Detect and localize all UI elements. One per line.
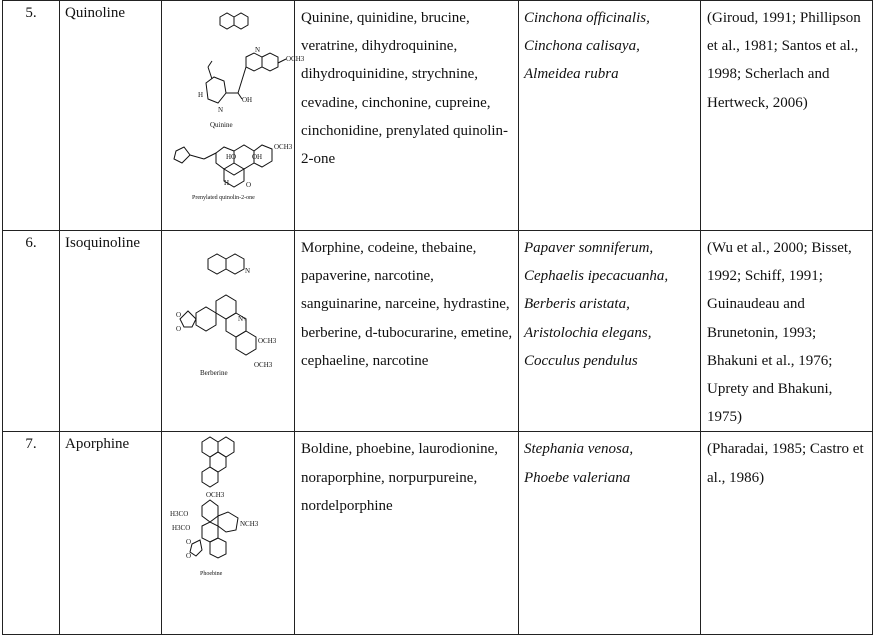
source-line: Papaver somniferum,	[524, 240, 654, 256]
chem-label: OH	[242, 96, 253, 104]
chem-label: HO	[226, 153, 237, 161]
row-number: 6.	[3, 231, 60, 432]
chem-label: N+	[238, 315, 248, 323]
chem-label: OCH3	[258, 337, 277, 345]
chem-label: NCH3	[240, 520, 259, 529]
isoquinoline-structure	[208, 254, 250, 275]
alkaloid-class: Quinoline	[60, 1, 162, 231]
chem-label: OCH3	[286, 55, 305, 63]
references-cell: (Wu et al., 2000; Bisset, 1992; Schiff, 1991; Guinaudeau and Brunetonin, 1993; Bhakuni et al., 1976; Uprety and Bhakuni, 1975)	[701, 231, 873, 432]
chem-label: N	[255, 46, 261, 54]
references-cell: (Pharadai, 1985; Castro et al., 1986)	[701, 432, 873, 635]
row-number: 7.	[3, 432, 60, 635]
chem-label: O	[246, 181, 252, 189]
prenylated-quinolinone-structure	[174, 143, 293, 201]
source-line: Stephania venosa,	[524, 441, 634, 458]
chem-label: OCH3	[274, 143, 293, 151]
table-row	[3, 432, 873, 635]
chem-label: OCH3	[206, 491, 225, 500]
chem-label: H	[198, 91, 204, 99]
references-cell: (Giroud, 1991; Phillipson et al., 1981; Santos et al., 1998; Scherlach and Hertweck, 2006)	[701, 1, 873, 231]
chem-label: O	[186, 552, 192, 561]
chem-label: O	[176, 311, 182, 319]
structure-caption: Phoebine	[200, 571, 223, 578]
chem-label: O	[186, 538, 192, 547]
chem-label: N	[218, 106, 224, 114]
structure-cell	[162, 231, 295, 432]
source-line: Cephaelis ipecacuanha,	[524, 268, 669, 285]
chem-label: OH	[252, 153, 263, 161]
structure-caption: Berberine	[200, 369, 228, 377]
structure-cell	[162, 432, 295, 635]
sources-cell	[519, 1, 701, 231]
chem-label: O	[176, 325, 182, 333]
structure-cell	[162, 1, 305, 231]
phoebine-structure	[170, 491, 259, 577]
alkaloid-class: Isoquinoline	[60, 231, 162, 432]
structure-caption: Prenylated quinolin-2-one	[192, 195, 255, 201]
table-row	[3, 231, 873, 432]
aporphine-structure	[202, 437, 234, 487]
source-line: Aristolochia elegans,	[524, 324, 652, 341]
compounds-cell: Boldine, phoebine, laurodionine, noraporphine, norpurpureine, nordelporphine	[295, 432, 519, 635]
sources-cell	[519, 432, 701, 635]
source-line: Cinchona calisaya,	[524, 38, 640, 55]
compounds-cell: Morphine, codeine, thebaine, papaverine, narcotine, sanguinarine, narceine, hydrastine, berberine, d-tubocurarine, emetine, cephaeline, narcotine	[295, 231, 519, 432]
table-row	[3, 1, 873, 231]
row-number: 5.	[3, 1, 60, 231]
source-line: Berberis aristata,	[524, 296, 630, 313]
compounds-cell: Quinine, quinidine, brucine, veratrine, dihydroquinine, dihydroquinidine, strychnine, cevadine, cinchonine, cupreine, cinchonidine, prenylated quinolin-2-one	[295, 1, 519, 231]
chem-label: H3CO	[170, 510, 189, 519]
source-line: Almeidea rubra	[524, 66, 619, 83]
alkaloid-class: Aporphine	[60, 432, 162, 635]
berberine-structure	[176, 295, 277, 377]
source-line: Phoebe valeriana	[524, 469, 631, 486]
quinine-structure	[198, 46, 305, 129]
chem-label: H	[224, 179, 230, 187]
chem-label: H3CO	[172, 524, 191, 533]
structure-caption: Quinine	[210, 121, 233, 129]
chem-label: N	[245, 267, 251, 275]
source-line: Cinchona officinalis,	[524, 10, 650, 26]
chem-label: OCH3	[254, 361, 273, 369]
source-line: Cocculus pendulus	[524, 352, 638, 369]
alkaloid-table	[2, 0, 873, 635]
quinoline-structure	[220, 13, 248, 29]
sources-cell	[519, 231, 701, 432]
